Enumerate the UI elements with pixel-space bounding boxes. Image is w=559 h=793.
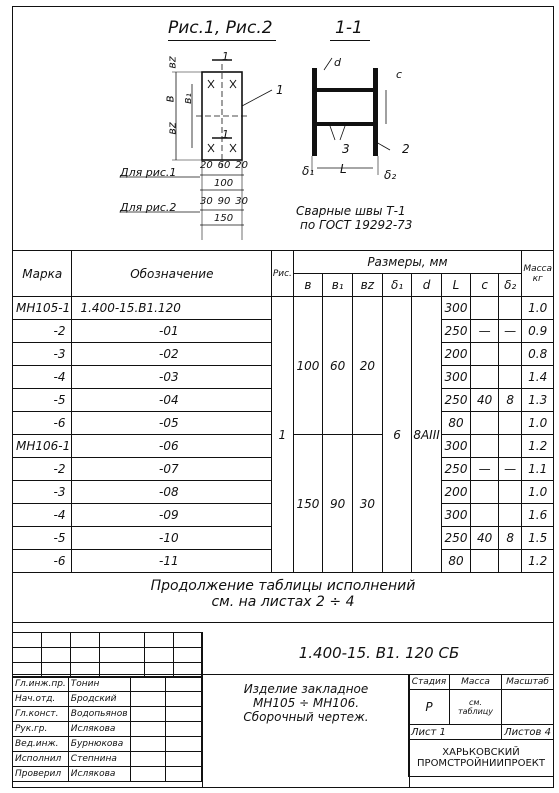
- cell-mark: -6: [13, 412, 72, 435]
- cell-designation: 1.400-15.В1.120: [72, 297, 272, 320]
- sheet-number: Лист 1: [409, 725, 502, 740]
- cell-bz: 30: [353, 435, 383, 573]
- role-name: Бурнюкова: [68, 737, 130, 752]
- cell-mass: 0.8: [522, 343, 554, 366]
- cell-bz: 20: [353, 297, 383, 435]
- role-name: Бродский: [68, 692, 130, 707]
- cell-mark: -2: [13, 320, 72, 343]
- cell-d2-blank: [498, 412, 521, 435]
- weld-note-2: по ГОСТ 19292-73: [300, 218, 413, 232]
- mass-hdr: Масса: [449, 675, 501, 690]
- signature-row: [13, 737, 202, 752]
- section-underline: [330, 40, 370, 41]
- cell-d2-blank: [498, 435, 521, 458]
- role-title: Гл.инж.пр.: [13, 677, 69, 692]
- title-underline: [168, 40, 276, 41]
- cell-designation: -07: [72, 458, 272, 481]
- signature-row: [13, 752, 202, 767]
- role-name: Тонин: [68, 677, 130, 692]
- fig1-total: 100: [214, 178, 234, 189]
- cell-L: 250: [441, 458, 471, 481]
- signature-cell: [130, 767, 166, 782]
- cell-c-blank: [471, 435, 499, 458]
- hdr-b1: в₁: [323, 274, 353, 297]
- cell-c: 40: [471, 389, 499, 412]
- hdr-mass: Масса кг: [522, 251, 554, 297]
- hdr-dims: Размеры, мм: [293, 251, 522, 274]
- cell-designation: -08: [72, 481, 272, 504]
- cell-designation: -11: [72, 550, 272, 573]
- scale-hdr: Масштаб: [502, 675, 554, 690]
- cell-L: 300: [441, 504, 471, 527]
- note-line-1: Продолжение таблицы исполнений: [150, 578, 416, 594]
- cell-c-dash: —: [471, 320, 499, 343]
- hdr-d1: δ₁: [382, 274, 412, 297]
- cell-d2: 8: [498, 527, 521, 550]
- hdr-fig: Рис.: [272, 251, 293, 297]
- date-cell: [166, 692, 202, 707]
- cell-designation: -05: [72, 412, 272, 435]
- callout-2: 2: [402, 142, 410, 156]
- cell-mark: -4: [13, 366, 72, 389]
- date-cell: [166, 752, 202, 767]
- weld-note-1: Сварные швы Т-1: [296, 204, 406, 218]
- cell-mass: 1.5: [522, 527, 554, 550]
- signature-row: [13, 677, 202, 692]
- org-line-2: ПРОМСТРОЙНИИПРОЕКТ: [417, 758, 545, 769]
- cell-mark: МН105-1: [13, 297, 72, 320]
- cell-d2-blank: [498, 550, 521, 573]
- cell-L: 250: [441, 389, 471, 412]
- dim-label-fig1: Для рис.1: [120, 166, 177, 179]
- cell-d: 8АIII: [412, 297, 441, 573]
- note-divider: [12, 622, 554, 623]
- cell-designation: -10: [72, 527, 272, 550]
- cell-mark: -3: [13, 481, 72, 504]
- cell-mass: 1.4: [522, 366, 554, 389]
- cell-c-blank: [471, 366, 499, 389]
- cell-c-blank: [471, 504, 499, 527]
- cell-mass: 0.9: [522, 320, 554, 343]
- cell-designation: -09: [72, 504, 272, 527]
- signature-cell: [130, 752, 166, 767]
- label-d: d: [334, 56, 341, 69]
- table-row: [13, 297, 554, 320]
- dim-label-fig2: Для рис.2: [120, 201, 177, 214]
- signature-row: [13, 722, 202, 737]
- signature-cell: [130, 677, 166, 692]
- hdr-L: L: [441, 274, 471, 297]
- note-line-2: см. на листах 2 ÷ 4: [211, 594, 355, 610]
- role-title: Гл.конст.: [13, 707, 69, 722]
- hdr-designation: Обозначение: [72, 251, 272, 297]
- cell-L: 250: [441, 527, 471, 550]
- cell-d2-blank: [498, 366, 521, 389]
- label-L: L: [340, 162, 347, 176]
- cell-mass: 1.6: [522, 504, 554, 527]
- cell-designation: -02: [72, 343, 272, 366]
- role-title: Рук.гр.: [13, 722, 69, 737]
- date-cell: [166, 707, 202, 722]
- cell-b1: 90: [323, 435, 353, 573]
- cell-d2: 8: [498, 389, 521, 412]
- cell-mark: МН106-1: [13, 435, 72, 458]
- cell-d1: 6: [382, 297, 412, 573]
- cell-mark: -4: [13, 504, 72, 527]
- cell-mass: 1.2: [522, 550, 554, 573]
- cell-mark: -6: [13, 550, 72, 573]
- date-cell: [166, 677, 202, 692]
- role-title: Вед.инж.: [13, 737, 69, 752]
- signature-cell: [130, 722, 166, 737]
- role-name: Степнина: [68, 752, 130, 767]
- cell-b: 150: [293, 435, 323, 573]
- cell-L: 200: [441, 343, 471, 366]
- cell-L: 300: [441, 366, 471, 389]
- cell-mark: -2: [13, 458, 72, 481]
- spec-body: [13, 297, 554, 573]
- cell-d2-blank: [498, 343, 521, 366]
- signature-cell: [130, 737, 166, 752]
- section-title: 1-1: [335, 18, 363, 38]
- fig2-total: 150: [214, 213, 234, 224]
- mass-value: см. таблицу: [449, 690, 501, 725]
- continuation-note: [12, 578, 554, 610]
- hdr-b: в: [293, 274, 323, 297]
- stage-table: [408, 674, 554, 777]
- cell-d2-blank: [498, 297, 521, 320]
- cell-c: 40: [471, 527, 499, 550]
- revision-grid: [12, 632, 202, 678]
- product-line-2: МН105 ÷ МН106.: [252, 696, 360, 710]
- date-cell: [166, 767, 202, 782]
- hdr-d: d: [412, 274, 441, 297]
- cell-fig: 1: [272, 297, 293, 573]
- hdr-bz: вz: [353, 274, 383, 297]
- cell-c-blank: [471, 297, 499, 320]
- cell-b: 100: [293, 297, 323, 435]
- role-title: Нач.отд.: [13, 692, 69, 707]
- product-line-1: Изделие закладное: [243, 682, 369, 696]
- role-name: Водопьянов: [68, 707, 130, 722]
- hdr-d2: δ₂: [498, 274, 521, 297]
- signature-row: [13, 767, 202, 782]
- label-b: в: [162, 95, 177, 103]
- role-title: Проверил: [13, 767, 69, 782]
- cell-c-blank: [471, 343, 499, 366]
- cell-mass: 1.0: [522, 412, 554, 435]
- cell-d2-blank: [498, 481, 521, 504]
- cell-L: 250: [441, 320, 471, 343]
- organization: [409, 740, 554, 777]
- stage-value: Р: [409, 690, 450, 725]
- cell-mass: 1.1: [522, 458, 554, 481]
- cell-d2-dash: —: [498, 458, 521, 481]
- hdr-mark: Марка: [13, 251, 72, 297]
- signature-row: [13, 692, 202, 707]
- date-cell: [166, 722, 202, 737]
- cell-c-blank: [471, 412, 499, 435]
- sheet-count: Листов 4: [502, 725, 554, 740]
- stage-hdr: Стадия: [409, 675, 450, 690]
- cell-L: 300: [441, 435, 471, 458]
- role-name: Исляковa: [68, 767, 130, 782]
- figure-title: Рис.1, Рис.2: [168, 18, 273, 38]
- label-bz-top: вz: [165, 56, 179, 69]
- cut-label-bottom: 1: [222, 128, 229, 141]
- spec-table: [12, 250, 554, 573]
- cell-L: 200: [441, 481, 471, 504]
- cell-designation: -06: [72, 435, 272, 458]
- cell-c-blank: [471, 550, 499, 573]
- signature-cell: [130, 707, 166, 722]
- header-row-1: [13, 251, 554, 274]
- cell-d2-blank: [498, 504, 521, 527]
- cell-d2-dash: —: [498, 320, 521, 343]
- label-bz-bottom: вz: [165, 122, 179, 135]
- label-b1: в₁: [180, 93, 194, 104]
- fig2-dims: 30 90 30: [200, 196, 248, 207]
- cell-c-dash: —: [471, 458, 499, 481]
- cell-mass: 1.0: [522, 481, 554, 504]
- cell-L: 300: [441, 297, 471, 320]
- signature-cell: [130, 692, 166, 707]
- cell-mass: 1.2: [522, 435, 554, 458]
- date-cell: [166, 737, 202, 752]
- scale-value: [502, 690, 554, 725]
- cell-mass: 1.3: [522, 389, 554, 412]
- cell-designation: -03: [72, 366, 272, 389]
- cell-L: 80: [441, 412, 471, 435]
- roles-body: [13, 677, 202, 782]
- cell-designation: -01: [72, 320, 272, 343]
- cell-mass: 1.0: [522, 297, 554, 320]
- callout-1: 1: [276, 83, 284, 97]
- fig1-dims: 20 60 20: [200, 160, 248, 171]
- product-name-box: [202, 674, 410, 788]
- cell-designation: -04: [72, 389, 272, 412]
- cut-label-top: 1: [222, 50, 229, 63]
- drawing-code: 1.400-15. В1. 120 СБ: [202, 632, 555, 674]
- signature-row: [13, 707, 202, 722]
- cell-b1: 60: [323, 297, 353, 435]
- hdr-c: c: [471, 274, 499, 297]
- label-c: c: [396, 68, 403, 81]
- org-line-1: ХАРЬКОВСКИЙ: [442, 747, 520, 758]
- cell-mark: -5: [13, 527, 72, 550]
- cell-c-blank: [471, 481, 499, 504]
- label-delta1: δ₁: [302, 164, 315, 178]
- signature-table: [12, 676, 202, 782]
- section-plate-left: [312, 68, 317, 156]
- callout-3: 3: [342, 142, 350, 156]
- cell-mark: -5: [13, 389, 72, 412]
- cell-mark: -3: [13, 343, 72, 366]
- product-line-3: Сборочный чертеж.: [243, 710, 369, 724]
- role-name: Исляковa: [68, 722, 130, 737]
- role-title: Исполнил: [13, 752, 69, 767]
- cell-L: 80: [441, 550, 471, 573]
- label-delta2: δ₂: [384, 168, 397, 182]
